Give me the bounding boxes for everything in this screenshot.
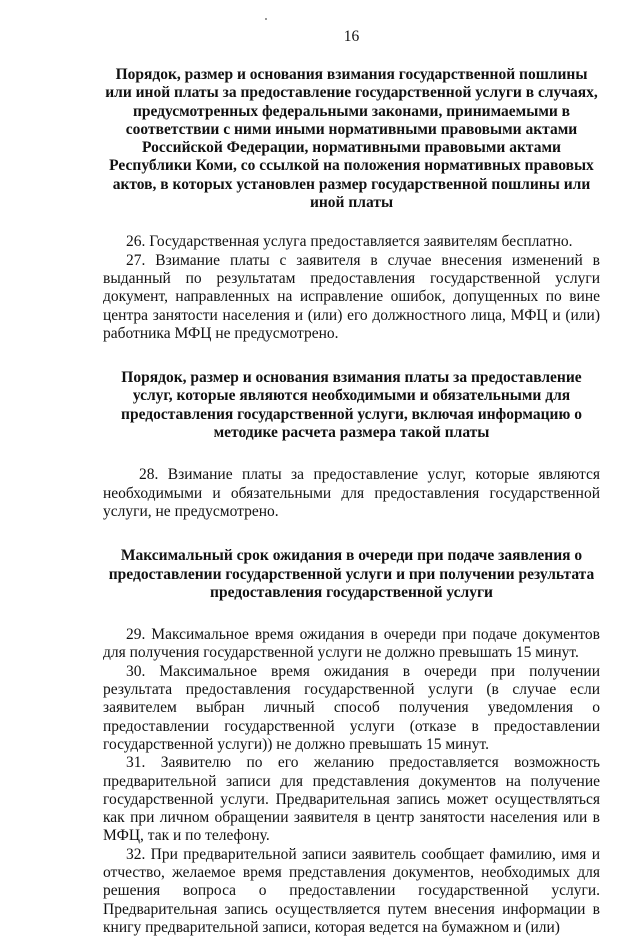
paragraph-32: 32. При предварительной записи заявитель сообщает фамилию, имя и отчество, желаемое время представления документов, необходимых для решения вопроса о предоставлении государственной услуги. Предварительная запись осуществляется путем внесения информации в книгу предварительной записи, которая ведется на бумажном и (или) [103, 845, 600, 936]
paragraph-27: 27. Взимание платы с заявителя в случае внесения изменений в выданный по результатам предоставления государственной услуги документ, направленных на исправление ошибок, допущенных по вине центра занятости населения и (или) его должностного лица, МФЦ и (или) работника МФЦ не предусмотрено. [103, 251, 600, 342]
section-heading-queue-time: Максимальный срок ожидания в очереди при подаче заявления о предоставлении государственной услуги и при получении результата предоставления государственной услуги [108, 547, 595, 601]
section-heading-required-services-fees: Порядок, размер и основания взимания платы за предоставление услуг, которые являются необходимыми и обязательными для предоставления государственной услуги, включая информацию о методике расчета размера такой платы [121, 369, 582, 442]
paragraph-31: 31. Заявителю по его желанию предоставляется возможность предварительной записи для представления документов на получение государственной услуги. Предварительная запись может осуществляться как при личном обращении заявителя в центр занятости населения или в МФЦ, так и по телефону. [103, 754, 600, 845]
page-number: 16 [343, 28, 360, 45]
paragraph-30: 30. Максимальное время ожидания в очереди при получении результата предоставления государственной услуги (в случае если заявителем выбран личный способ получения уведомления о предоставлении государственной услуги (отказе в предоставлении государственной услуги)) не должно превышать 15 минут. [103, 662, 600, 753]
section-heading-fees: Порядок, размер и основания взимания государственной пошлины или иной платы за предоставление государственной услуги в случаях, предусмотренных федеральными законами, принимаемыми в соответствии с ними иными нормативными правовыми актами Российской Федерации, нормативными правовыми актами Республики Коми, со ссылкой на положения нормативных правовых актов, в которых установлен размер государственной пошлины или иной платы [105, 66, 598, 212]
scan-speck [265, 18, 267, 20]
paragraph-28: 28. Взимание платы за предоставление услуг, которые являются необходимыми и обязательными для предоставления государственной услуги, не предусмотрено. [103, 466, 600, 520]
paragraph-29: 29. Максимальное время ожидания в очереди при подаче документов для получения государственной услуги не должно превышать 15 минут. [103, 626, 600, 662]
paragraph-26: 26. Государственная услуга предоставляется заявителям бесплатно. [126, 233, 573, 251]
